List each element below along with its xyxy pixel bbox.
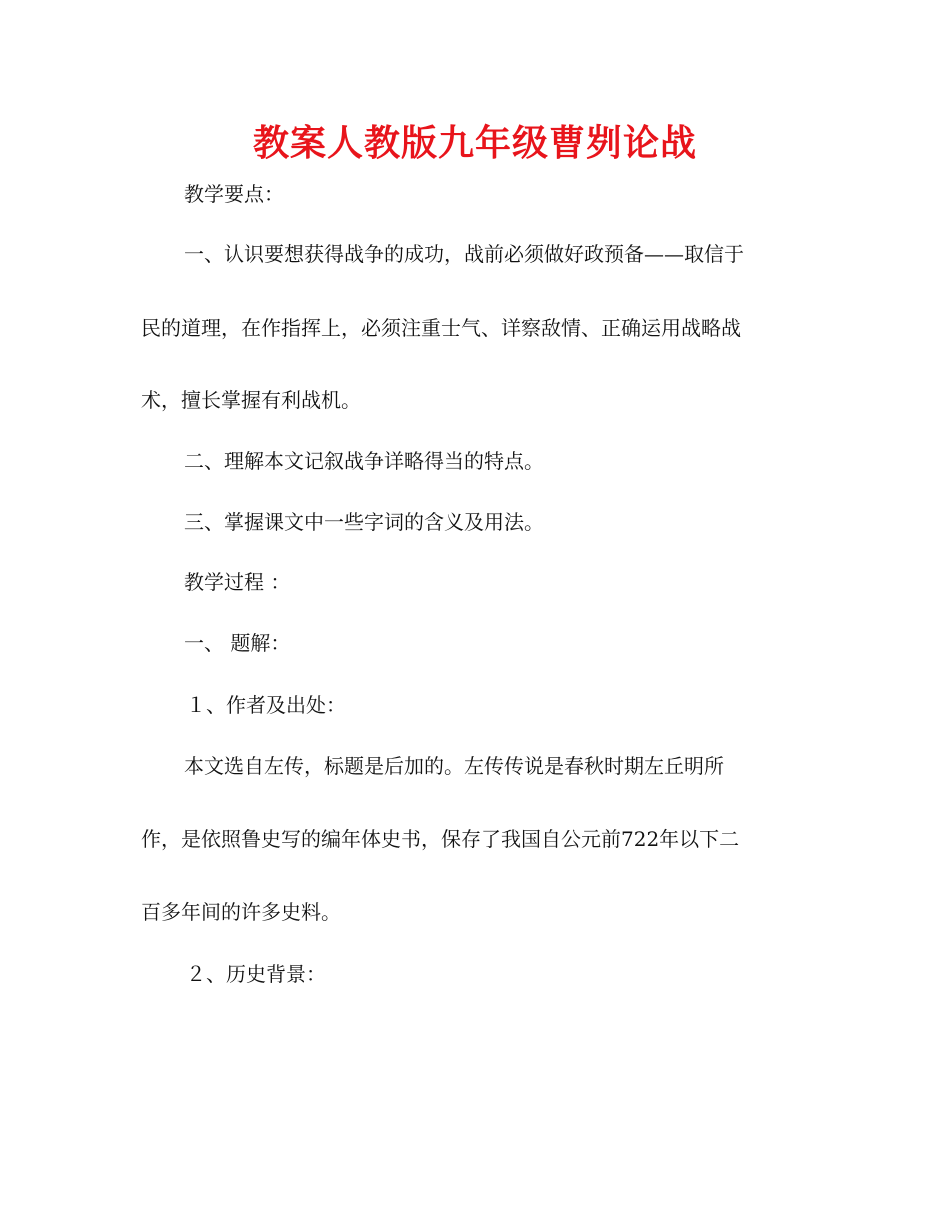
numbered-heading: ２、历史背景： <box>186 962 326 986</box>
paragraph-line: 民的道理，在作指挥上，必须注重士气、详察敌情、正确运用战略战 <box>141 316 741 340</box>
numbered-heading: １、作者及出处： <box>186 693 346 717</box>
paragraph-line: 术，擅长掌握有利战机。 <box>141 388 361 412</box>
paragraph-line: 本文选自左传，标题是后加的。左传传说是春秋时期左丘明所 <box>184 754 724 778</box>
section-heading-teaching-process: 教学过程 ： <box>184 570 291 594</box>
paragraph-line: 百多年间的许多史料。 <box>141 900 341 924</box>
paragraph-line: 作，是依照鲁史写的编年体史书，保存了我国自公元前722年以下二 <box>141 827 740 851</box>
paragraph-line: 一、认识要想获得战争的成功，战前必须做好政预备——取信于 <box>184 242 744 266</box>
paragraph-line: 三、掌握课文中一些字词的含义及用法。 <box>184 510 544 534</box>
subsection-heading: 一、 题解： <box>184 631 291 655</box>
paragraph-line: 二、理解本文记叙战争详略得当的特点。 <box>184 449 544 473</box>
section-heading-teaching-points: 教学要点： <box>184 182 284 206</box>
document-title: 教案人教版九年级曹刿论战 <box>252 123 697 164</box>
